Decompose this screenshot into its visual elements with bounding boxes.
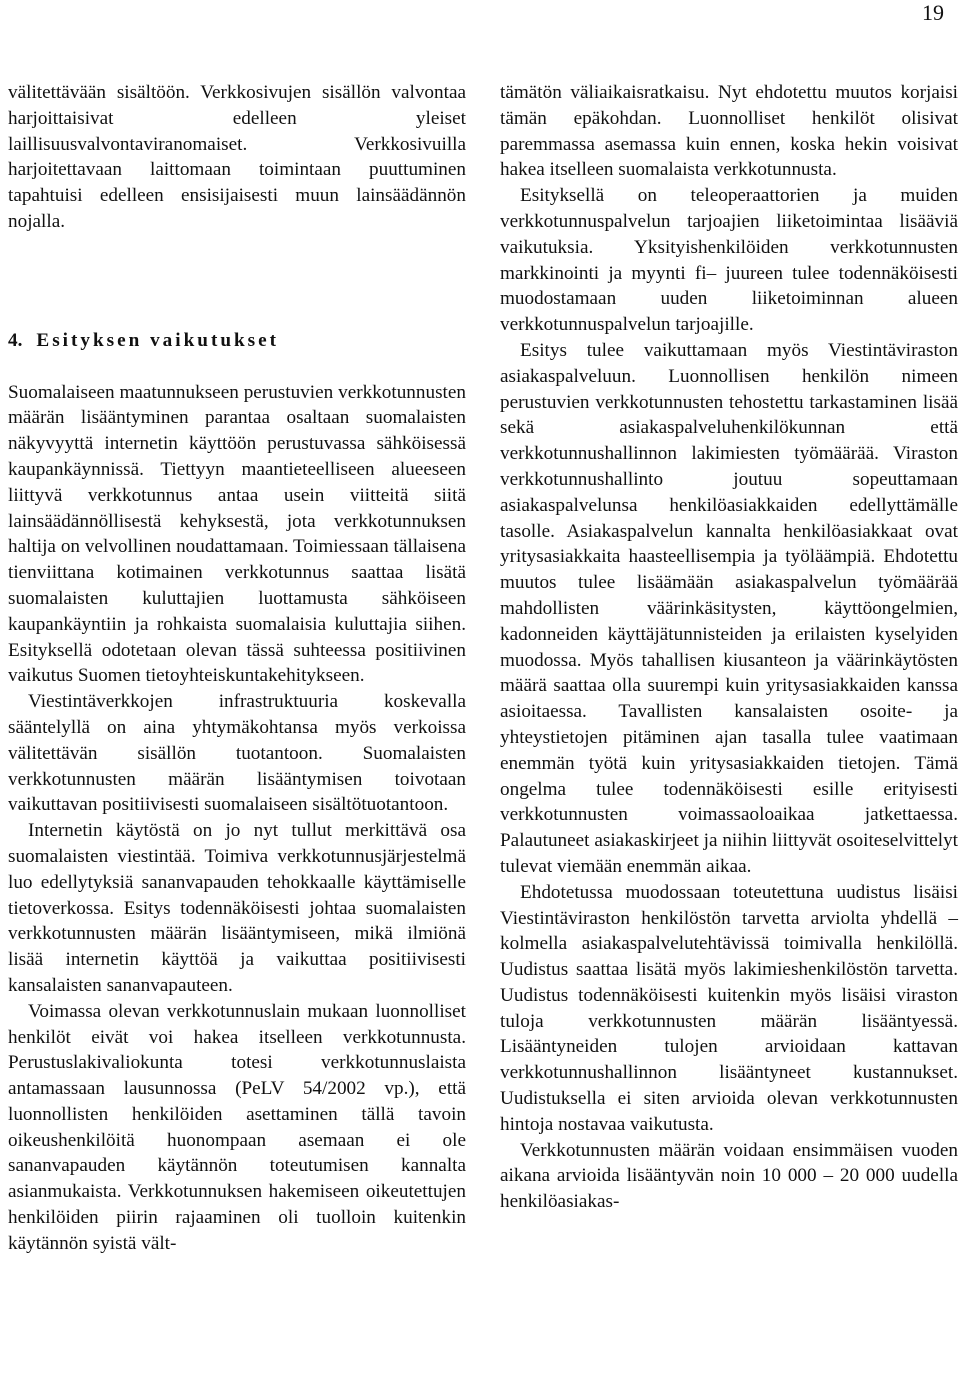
paragraph: Internetin käytöstä on jo nyt tullut merkittävä osa suomalaisten viestintää. Toimiva verkkotunnusjärjestelmä luo edellytyksiä sananvapauden tehokkaalle käyttämiselle tietoverkossa. Esitys todennäköisesti johtaa suomalaisten verkkotunnusten määrän lisääntymiseen, mikä ilmiönä lisää internetin käyttöä ja vaikuttaa positiivisesti kansalaisten sananvapauteen. xyxy=(8,820,466,996)
paragraph: Ehdotetussa muodossaan toteutettuna uudistus lisäisi Viestintäviraston henkilöstön tarvetta arviolta yhdellä – kolmella asiakaspalvelutehtävissä toimivalla henkilöllä. Uudistus saattaa lisätä myös lakimieshenkilöstön tarvetta. Uudistus todennäköisesti kuitenkin myös lisäisi viraston tuloja verkkotunnusten määrän lisääntyessä. Lisääntyneiden tulojen arvioidaan kattavan verkkotunnushallinnon lisääntyneet kustannukset. Uudistuksella ei siten arvioida olevan verkkotunnusten hintoja nostavaa vaikutusta. xyxy=(500,881,958,1135)
right-column xyxy=(500,80,958,1215)
paragraph: Esitys tulee vaikuttamaan myös Viestintäviraston asiakaspalveluun. Luonnollisen henkilön nimeen perustuvien verkkotunnusten tehostettu tarkastaminen lisää sekä asiakaspalveluhenkilökunnan että verkkotunnushallinnon lakimiesten työmäärää. Viraston verkkotunnushallinto joutuu sopeuttamaan asiakaspalvelunsa henkilöasiakkaiden edellyttämälle tasolle. Asiakaspalvelun kannalta henkilöasiakkaat ovat yritysasiakkaita haasteellisempia ja työläämpiä. Ehdotettu muutos tulee lisäämään asiakaspalvelun työmäärää mahdollisten väärinkäsitysten, käyttöongelmien, kadonneiden käyttäjätunnisteiden ja erilaisten kyselyiden muodossa. Myös tahallisen kiusanteon ja väärinkäytösten määrä saattaa olla suurempi kuin yritysasiakkaiden kanssa asioitaessa. Tavallisten kansalaisten osoite- ja yhteystietojen pitäminen ajan tasalla tulee vaatimaan enemmän työtä kuin yritysasiakkaiden tietojen. Tämä ongelma tulee todennäköisesti esille erityisesti verkkotunnusten voimassaoloaikaa jatkettaessa. Palautuneet asiakaskirjeet ja niihin liittyvät osoiteselvittelyt tulevat viemään enemmän aikaa. xyxy=(500,339,958,877)
page-number: 19 xyxy=(922,0,944,25)
paragraph: Verkkotunnusten määrän voidaan ensimmäisen vuoden aikana arvioida lisääntyvän noin 10 000 – 20 000 uudella henkilöasiakas- xyxy=(500,1139,958,1213)
paragraph: Voimassa olevan verkkotunnuslain mukaan luonnolliset henkilöt eivät voi hakea itselleen verkkotunnusta. Perustuslakivaliokunta totesi verkkotunnuslaista antamassaan lausunnossa (PeLV 54/2002 vp.), että luonnollisten henkilöiden asettaminen tällä tavoin oikeushenkilöitä huonompaan asemaan ei ole sananvapauden käytännön toteutumisen kannalta asianmukaista. Verkkotunnuksen hakemiseen oikeutettujen henkilöiden piirin rajaaminen oli tuolloin kuitenkin käytännön syistä vält- xyxy=(8,1000,466,1254)
section-heading xyxy=(8,328,466,354)
paragraph: Suomalaiseen maatunnukseen perustuvien verkkotunnusten määrän lisääntyminen parantaa osaltaan suomalaisten näkyvyyttä internetin käyttöön perustuvassa sähköisessä kaupankäynnissä. Tiettyyn maantieteelliseen alueeseen liittyvä verkkotunnus antaa usein viitteitä siitä lainsäädännöllisestä kehyksestä, jota verkkotunnuksen haltija on velvollinen noudattamaan. Toimiessaan tällaisena tienviittana kotimainen verkkotunnus saattaa lisätä suomalaisten kuluttajien luottamusta sähköiseen kaupankäyntiin ja rohkaista suomalaisia kuluttajia siihen. Esityksellä odotetaan olevan tässä suhteessa positiivinen vaikutus Suomen tietoyhteiskuntakehitykseen. xyxy=(8,381,466,687)
paragraph: Esityksellä on teleoperaattorien ja muiden verkkotunnuspalvelun tarjoajien liiketoimintaa lisääviä vaikutuksia. Yksityishenkilöiden verkkotunnusten markkinointi ja myynti fi– juureen tulee todennäköisesti muodostamaan uuden liiketoiminnan alueen verkkotunnuspalvelun tarjoajille. xyxy=(500,185,958,336)
paragraph: tämätön väliaikaisratkaisu. Nyt ehdotettu muutos korjaisi tämän epäkohdan. Luonnolliset henkilöt olisivat paremmassa asemassa kuin ennen, koska hekin voisivat hakea itselleen suomalaista verkkotunnusta. xyxy=(500,82,958,181)
left-column xyxy=(8,80,466,1257)
section-title: Esityksen vaikutukset xyxy=(36,329,280,351)
paragraph: Viestintäverkkojen infrastruktuuria koskevalla sääntelyllä on aina yhtymäkohtansa myös verkoissa välitettävän sisällön tuotantoon. Suomalaisten verkkotunnusten määrän lisääntymisen toivotaan vaikuttavan positiivisesti suomalaiseen sisältötuotantoon. xyxy=(8,691,466,816)
section-number: 4. xyxy=(8,329,23,351)
intro-paragraph: välitettävään sisältöön. Verkkosivujen sisällön valvontaa harjoittaisivat edelleen yleiset laillisuusvalvontaviranomaiset. Verkkosivuilla harjoitettavaan laittomaan toimintaan puuttuminen tapahtuisi edelleen ensisijaisesti muun lainsäädännön nojalla. xyxy=(8,82,466,232)
